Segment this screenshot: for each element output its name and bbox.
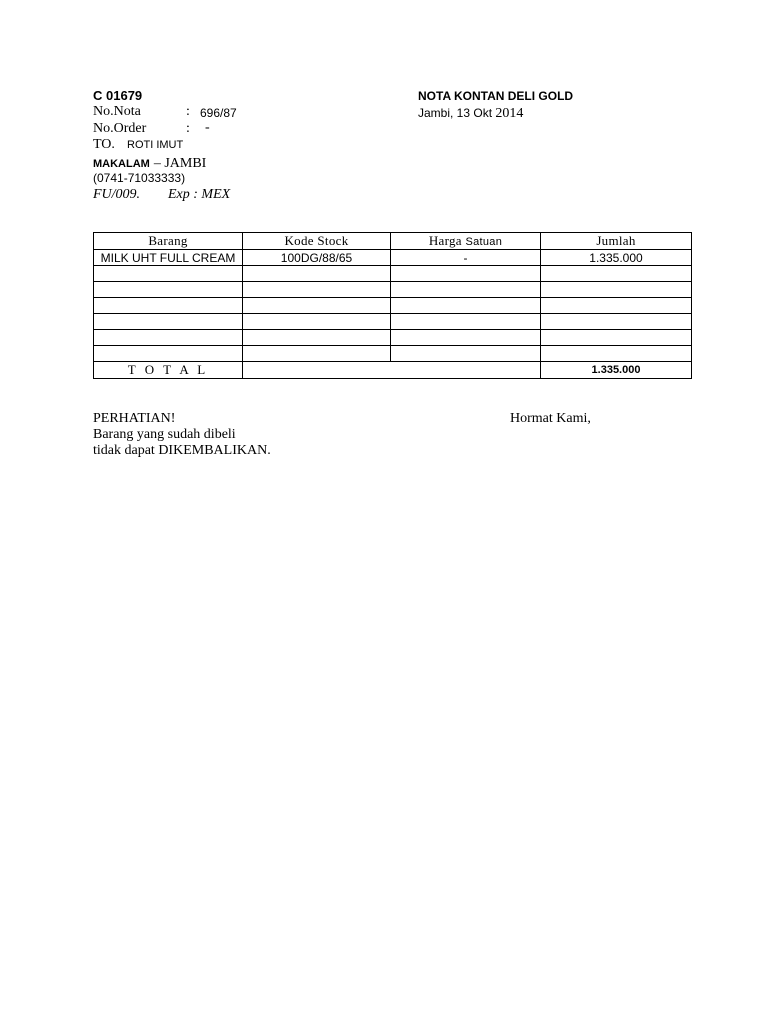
table-total-row [94, 362, 692, 379]
cell-harga-satuan [391, 282, 541, 298]
notice-line-2-prefix: tidak dapat [93, 443, 155, 458]
cell-harga-satuan [391, 330, 541, 346]
col-header-jumlah: Jumlah [541, 233, 692, 250]
col-header-kode-stock: Kode Stock [243, 233, 391, 250]
items-table [93, 232, 692, 379]
table-row [94, 314, 692, 330]
order-value: - [205, 120, 210, 135]
order-colon: : [186, 121, 190, 136]
date-year: 2014 [495, 106, 524, 121]
invoice-code: C 01679 [93, 88, 143, 103]
nota-label: No.Nota [93, 104, 141, 119]
table-row [94, 282, 692, 298]
col-header-harga-satuan [391, 233, 541, 250]
date-text: Jambi, 13 Okt [418, 106, 493, 120]
table-row [94, 330, 692, 346]
table-header-row [94, 233, 692, 250]
cell-kode-stock [243, 346, 391, 362]
cell-kode-stock [243, 314, 391, 330]
greeting: Hormat Kami, [510, 411, 591, 426]
address-street: MAKALAM [93, 158, 150, 170]
cell-harga-satuan [391, 298, 541, 314]
customer-phone: (0741-71033333) [93, 171, 186, 185]
cell-jumlah [541, 330, 692, 346]
to-label: TO. [93, 137, 115, 152]
reference-exp: Exp : MEX [168, 187, 231, 202]
total-spacer [243, 362, 541, 379]
cell-barang [94, 266, 243, 282]
notice-line-2-emphasis: DIKEMBALIKAN. [158, 443, 271, 458]
cell-jumlah [541, 266, 692, 282]
table-row [94, 250, 692, 266]
notice-line-1: Barang yang sudah dibeli [93, 427, 236, 442]
cell-kode-stock [243, 266, 391, 282]
cell-barang [94, 330, 243, 346]
cell-jumlah [541, 282, 692, 298]
cell-barang [94, 282, 243, 298]
cell-barang [94, 298, 243, 314]
nota-colon: : [186, 104, 190, 119]
cell-jumlah [541, 314, 692, 330]
company-title: NOTA KONTAN DELI GOLD [418, 89, 574, 103]
cell-barang [94, 314, 243, 330]
notice-title: PERHATIAN! [93, 411, 176, 426]
total-value: 1.335.000 [541, 362, 692, 379]
customer-address [93, 154, 206, 172]
cell-barang [94, 346, 243, 362]
cell-harga-satuan [391, 266, 541, 282]
order-label: No.Order [93, 121, 147, 136]
cell-kode-stock [243, 330, 391, 346]
table-row [94, 298, 692, 314]
total-label: T O T A L [94, 362, 243, 379]
cell-harga-satuan: - [391, 250, 541, 266]
customer-name: ROTI IMUT [127, 139, 184, 151]
cell-kode-stock: 100DG/88/65 [243, 250, 391, 266]
address-city: – JAMBI [153, 156, 207, 171]
nota-number: 696/87 [200, 106, 237, 120]
col-header-harga: Harga [428, 233, 462, 248]
cell-jumlah [541, 298, 692, 314]
col-header-barang: Barang [94, 233, 243, 250]
cell-barang: MILK UHT FULL CREAM [94, 250, 243, 266]
city-date [418, 106, 523, 122]
notice-line-2 [93, 443, 271, 459]
cell-kode-stock [243, 298, 391, 314]
cell-jumlah [541, 346, 692, 362]
cell-harga-satuan [391, 346, 541, 362]
cell-jumlah: 1.335.000 [541, 250, 692, 266]
table-row [94, 346, 692, 362]
cell-harga-satuan [391, 314, 541, 330]
table-row [94, 266, 692, 282]
cell-kode-stock [243, 282, 391, 298]
col-header-satuan: Satuan [465, 236, 503, 248]
reference-code: FU/009. [93, 187, 141, 202]
